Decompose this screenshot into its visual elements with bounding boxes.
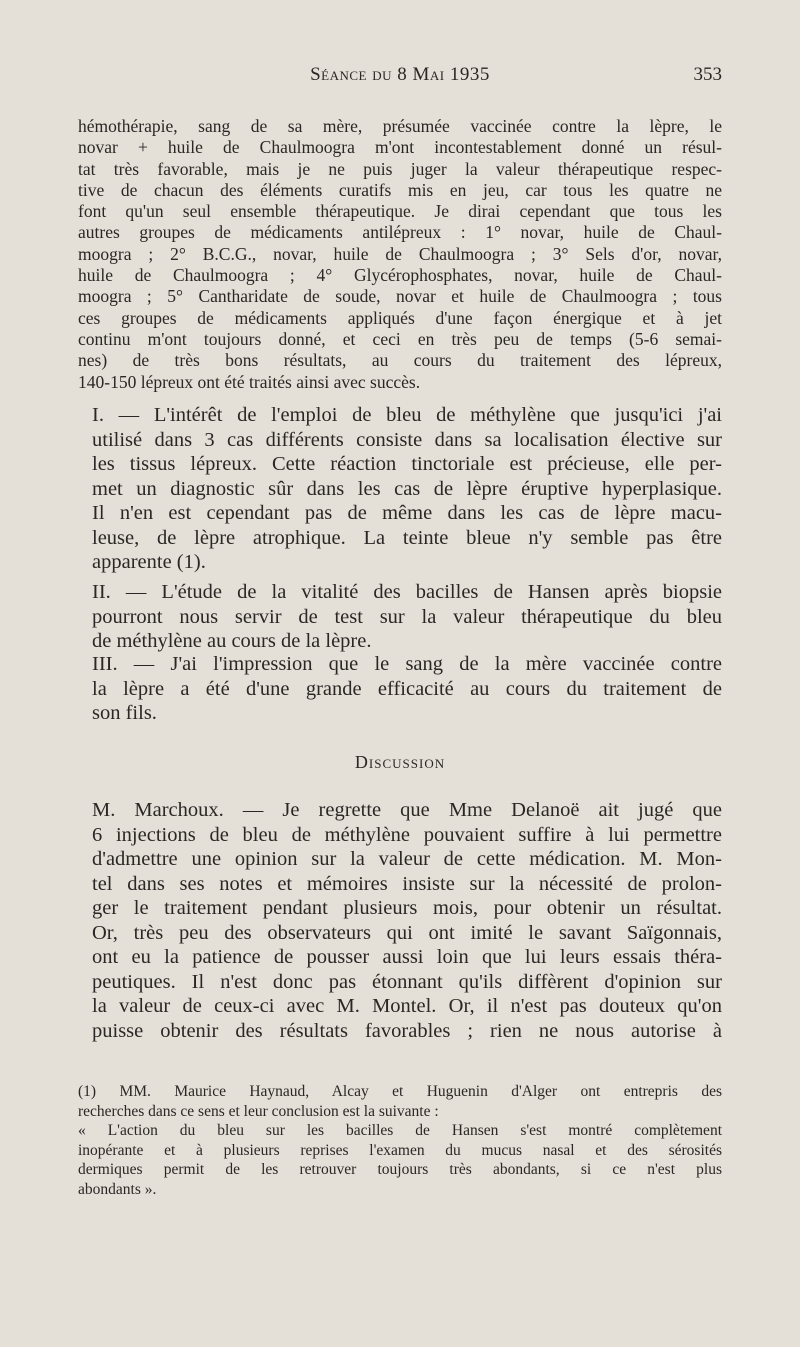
text-line: M. Marchoux. — Je regrette que Mme Delanoë ait jugé que — [92, 799, 722, 821]
footnote-line: abondants ». — [78, 1180, 157, 1198]
paragraph-conclusion-3 — [78, 652, 722, 726]
text-line: nes) de très bons résultats, au cours du traitement des lépreux, — [78, 350, 722, 371]
text-line: utilisé dans 3 cas différents consiste dans sa localisation élective sur — [92, 428, 722, 451]
page-number: 353 — [693, 64, 722, 85]
text-line: III. — J'ai l'impression que le sang de la mère vaccinée contre — [92, 653, 722, 675]
text-line: Il n'en est cependant pas de même dans les cas de lèpre macu- — [92, 502, 722, 524]
paragraph-conclusion-2 — [78, 580, 722, 654]
paragraph-conclusion-1 — [78, 403, 722, 575]
text-line: I. — L'intérêt de l'emploi de bleu de méthylène que jusqu'ici j'ai — [92, 404, 722, 426]
text-line: la lèpre a été d'une grande efficacité au cours du traitement de — [92, 677, 722, 700]
continued-paragraph — [78, 116, 722, 393]
text-line: leuse, de lèpre atrophique. La teinte bleue n'y semble pas être — [92, 526, 722, 549]
text-line: autres groupes de médicaments antilépreux : 1° novar, huile de Chaul- — [78, 222, 722, 243]
text-line: font qu'un seul ensemble thérapeutique. Je dirai cependant que tous les — [78, 201, 722, 222]
text-line: les tissus lépreux. Cette réaction tinctoriale est précieuse, elle per- — [92, 453, 722, 475]
text-line: hémothérapie, sang de sa mère, présumée vaccinée contre la lèpre, le — [78, 116, 722, 136]
footnote-line: recherches dans ce sens et leur conclusion est la suivante : — [78, 1102, 439, 1120]
text-line: continu m'ont toujours donné, et ceci en très peu de temps (5-6 semai- — [78, 328, 722, 349]
footnote-line: « L'action du bleu sur les bacilles de Hansen s'est montré complètement — [78, 1122, 722, 1139]
running-header — [78, 64, 722, 94]
running-title: Séance du 8 Mai 1935 — [310, 64, 490, 85]
text-line: pourront nous servir de test sur la valeur thérapeutique du bleu — [92, 605, 722, 628]
section-heading: Discussion — [354, 752, 446, 772]
footnote-1 — [64, 1082, 722, 1121]
footnote-line: inopérante et à plusieurs reprises l'examen du mucus nasal et des sérosités — [78, 1141, 722, 1159]
text-line: de méthylène au cours de la lèpre. — [92, 630, 372, 652]
text-line: peutiques. Il n'est donc pas étonnant qu'ils diffèrent d'opinion sur — [92, 970, 722, 993]
text-line: II. — L'étude de la vitalité des bacilles de Hansen après biopsie — [92, 581, 722, 603]
footnote-line: dermiques permit de les retrouver toujours très abondants, si ce n'est plus — [78, 1161, 722, 1178]
text-line: moogra ; 2° B.C.G., novar, huile de Chaulmoogra ; 3° Sels d'or, novar, — [78, 243, 722, 264]
text-line: novar + huile de Chaulmoogra m'ont incontestablement donné un résul- — [78, 137, 722, 158]
text-line: ces groupes de médicaments appliqués d'une façon énergique et à jet — [78, 307, 722, 328]
text-line: tel dans ses notes et mémoires insiste sur la nécessité de prolon- — [92, 872, 722, 895]
text-line: huile de Chaulmoogra ; 4° Glycérophosphates, novar, huile de Chaul- — [78, 265, 722, 286]
text-line: tive de chacun des éléments curatifs mis en jeu, car tous les quatre ne — [78, 179, 722, 200]
text-line: la valeur de ceux-ci avec M. Montel. Or, il n'est pas douteux qu'on — [92, 995, 722, 1017]
footnote-line: (1) MM. Maurice Haynaud, Alcay et Huguenin d'Alger ont entrepris des — [78, 1083, 722, 1100]
text-line: ger le traitement pendant plusieurs mois, pour obtenir un résultat. — [92, 897, 722, 919]
text-line: son fils. — [92, 702, 157, 724]
text-line: ont eu la patience de pousser aussi loin que lui leurs essais théra- — [92, 946, 722, 968]
text-line: moogra ; 5° Cantharidate de soude, novar et huile de Chaulmoogra ; tous — [78, 286, 722, 307]
text-line: 140-150 lépreux ont été traités ainsi avec succès. — [78, 371, 421, 392]
text-line: met un diagnostic sûr dans les cas de lèpre éruptive hyperplasique. — [92, 477, 722, 500]
footnote-quote — [64, 1121, 722, 1199]
text-line: d'admettre une opinion sur la valeur de cette médication. M. Mon- — [92, 848, 722, 870]
text-line: apparente (1). — [92, 551, 206, 573]
paragraph-discussion — [78, 798, 722, 1043]
text-line: Or, très peu des observateurs qui ont imité le savant Saïgonnais, — [92, 921, 722, 944]
text-line: tat très favorable, mais je ne puis juger la valeur thérapeutique respec- — [78, 158, 722, 179]
text-line: 6 injections de bleu de méthylène pouvaient suffire à lui permettre — [92, 823, 722, 846]
text-line: puisse obtenir des résultats favorables ; rien ne nous autorise à — [92, 1019, 722, 1042]
